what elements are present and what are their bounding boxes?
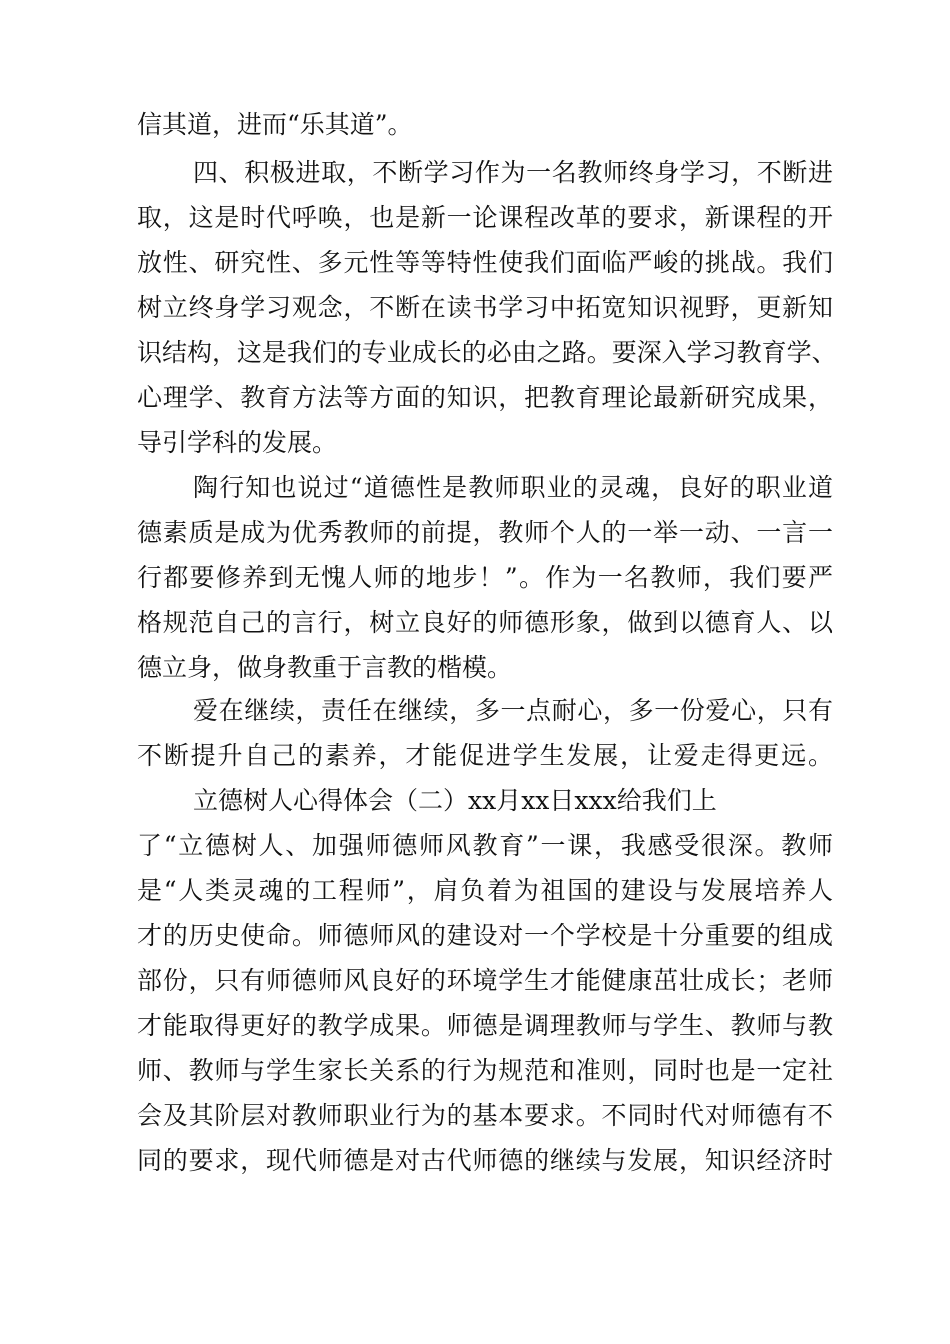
paragraph-first-line: 立德树人心得体会（二）xx月xx日xxx给我们上 [193, 786, 717, 815]
text-line: 德立身，做身教重于言教的楷模。 [137, 653, 513, 682]
paragraph-first-line: 爱在继续，责任在继续，多一点耐心，多一份爱心，只有 [193, 696, 834, 725]
text-line: 行都要修养到无愧人师的地步！”。作为一名教师，我们要严 [137, 563, 835, 592]
text-line: 才能取得更好的教学成果。师德是调理教师与学生、教师与教 [137, 1011, 834, 1040]
text-line: 信其道，进而“乐其道”。 [137, 110, 413, 139]
paragraph-first-line: 陶行知也说过“道德性是教师职业的灵魂，良好的职业道 [193, 473, 835, 502]
paragraph-first-line: 四、积极进取，不断学习作为一名教师终身学习，不断进 [193, 158, 834, 187]
text-line: 是“人类灵魂的工程师”，肩负着为祖国的建设与发展培养人 [137, 876, 835, 905]
text-line: 心理学、教育方法等方面的知识，把教育理论最新研究成果， [137, 383, 834, 412]
text-line: 同的要求，现代师德是对古代师德的继续与发展，知识经济时 [137, 1146, 834, 1175]
text-line: 会及其阶层对教师职业行为的基本要求。不同时代对师德有不 [137, 1101, 834, 1130]
text-line: 部份，只有师德师风良好的环境学生才能健康茁壮成长；老师 [137, 966, 834, 995]
text-line: 师、教师与学生家长关系的行为规范和准则，同时也是一定社 [137, 1056, 834, 1085]
text-line: 德素质是成为优秀教师的前提，教师个人的一举一动、一言一 [137, 518, 834, 547]
text-line: 才的历史使命。师德师风的建设对一个学校是十分重要的组成 [137, 921, 834, 950]
text-line: 导引学科的发展。 [137, 428, 338, 457]
text-line: 格规范自己的言行，树立良好的师德形象，做到以德育人、以 [137, 608, 834, 637]
text-line: 不断提升自己的素养，才能促进学生发展，让爱走得更远。 [137, 741, 835, 770]
text-line: 树立终身学习观念，不断在读书学习中拓宽知识视野，更新知 [137, 293, 834, 322]
text-line: 了“立德树人、加强师德师风教育”一课，我感受很深。教师 [137, 831, 835, 860]
text-line: 识结构，这是我们的专业成长的必由之路。要深入学习教育学、 [137, 338, 837, 367]
text-line: 放性、研究性、多元性等等特性使我们面临严峻的挑战。我们 [137, 248, 834, 277]
text-line: 取，这是时代呼唤，也是新一论课程改革的要求，新课程的开 [137, 203, 834, 232]
